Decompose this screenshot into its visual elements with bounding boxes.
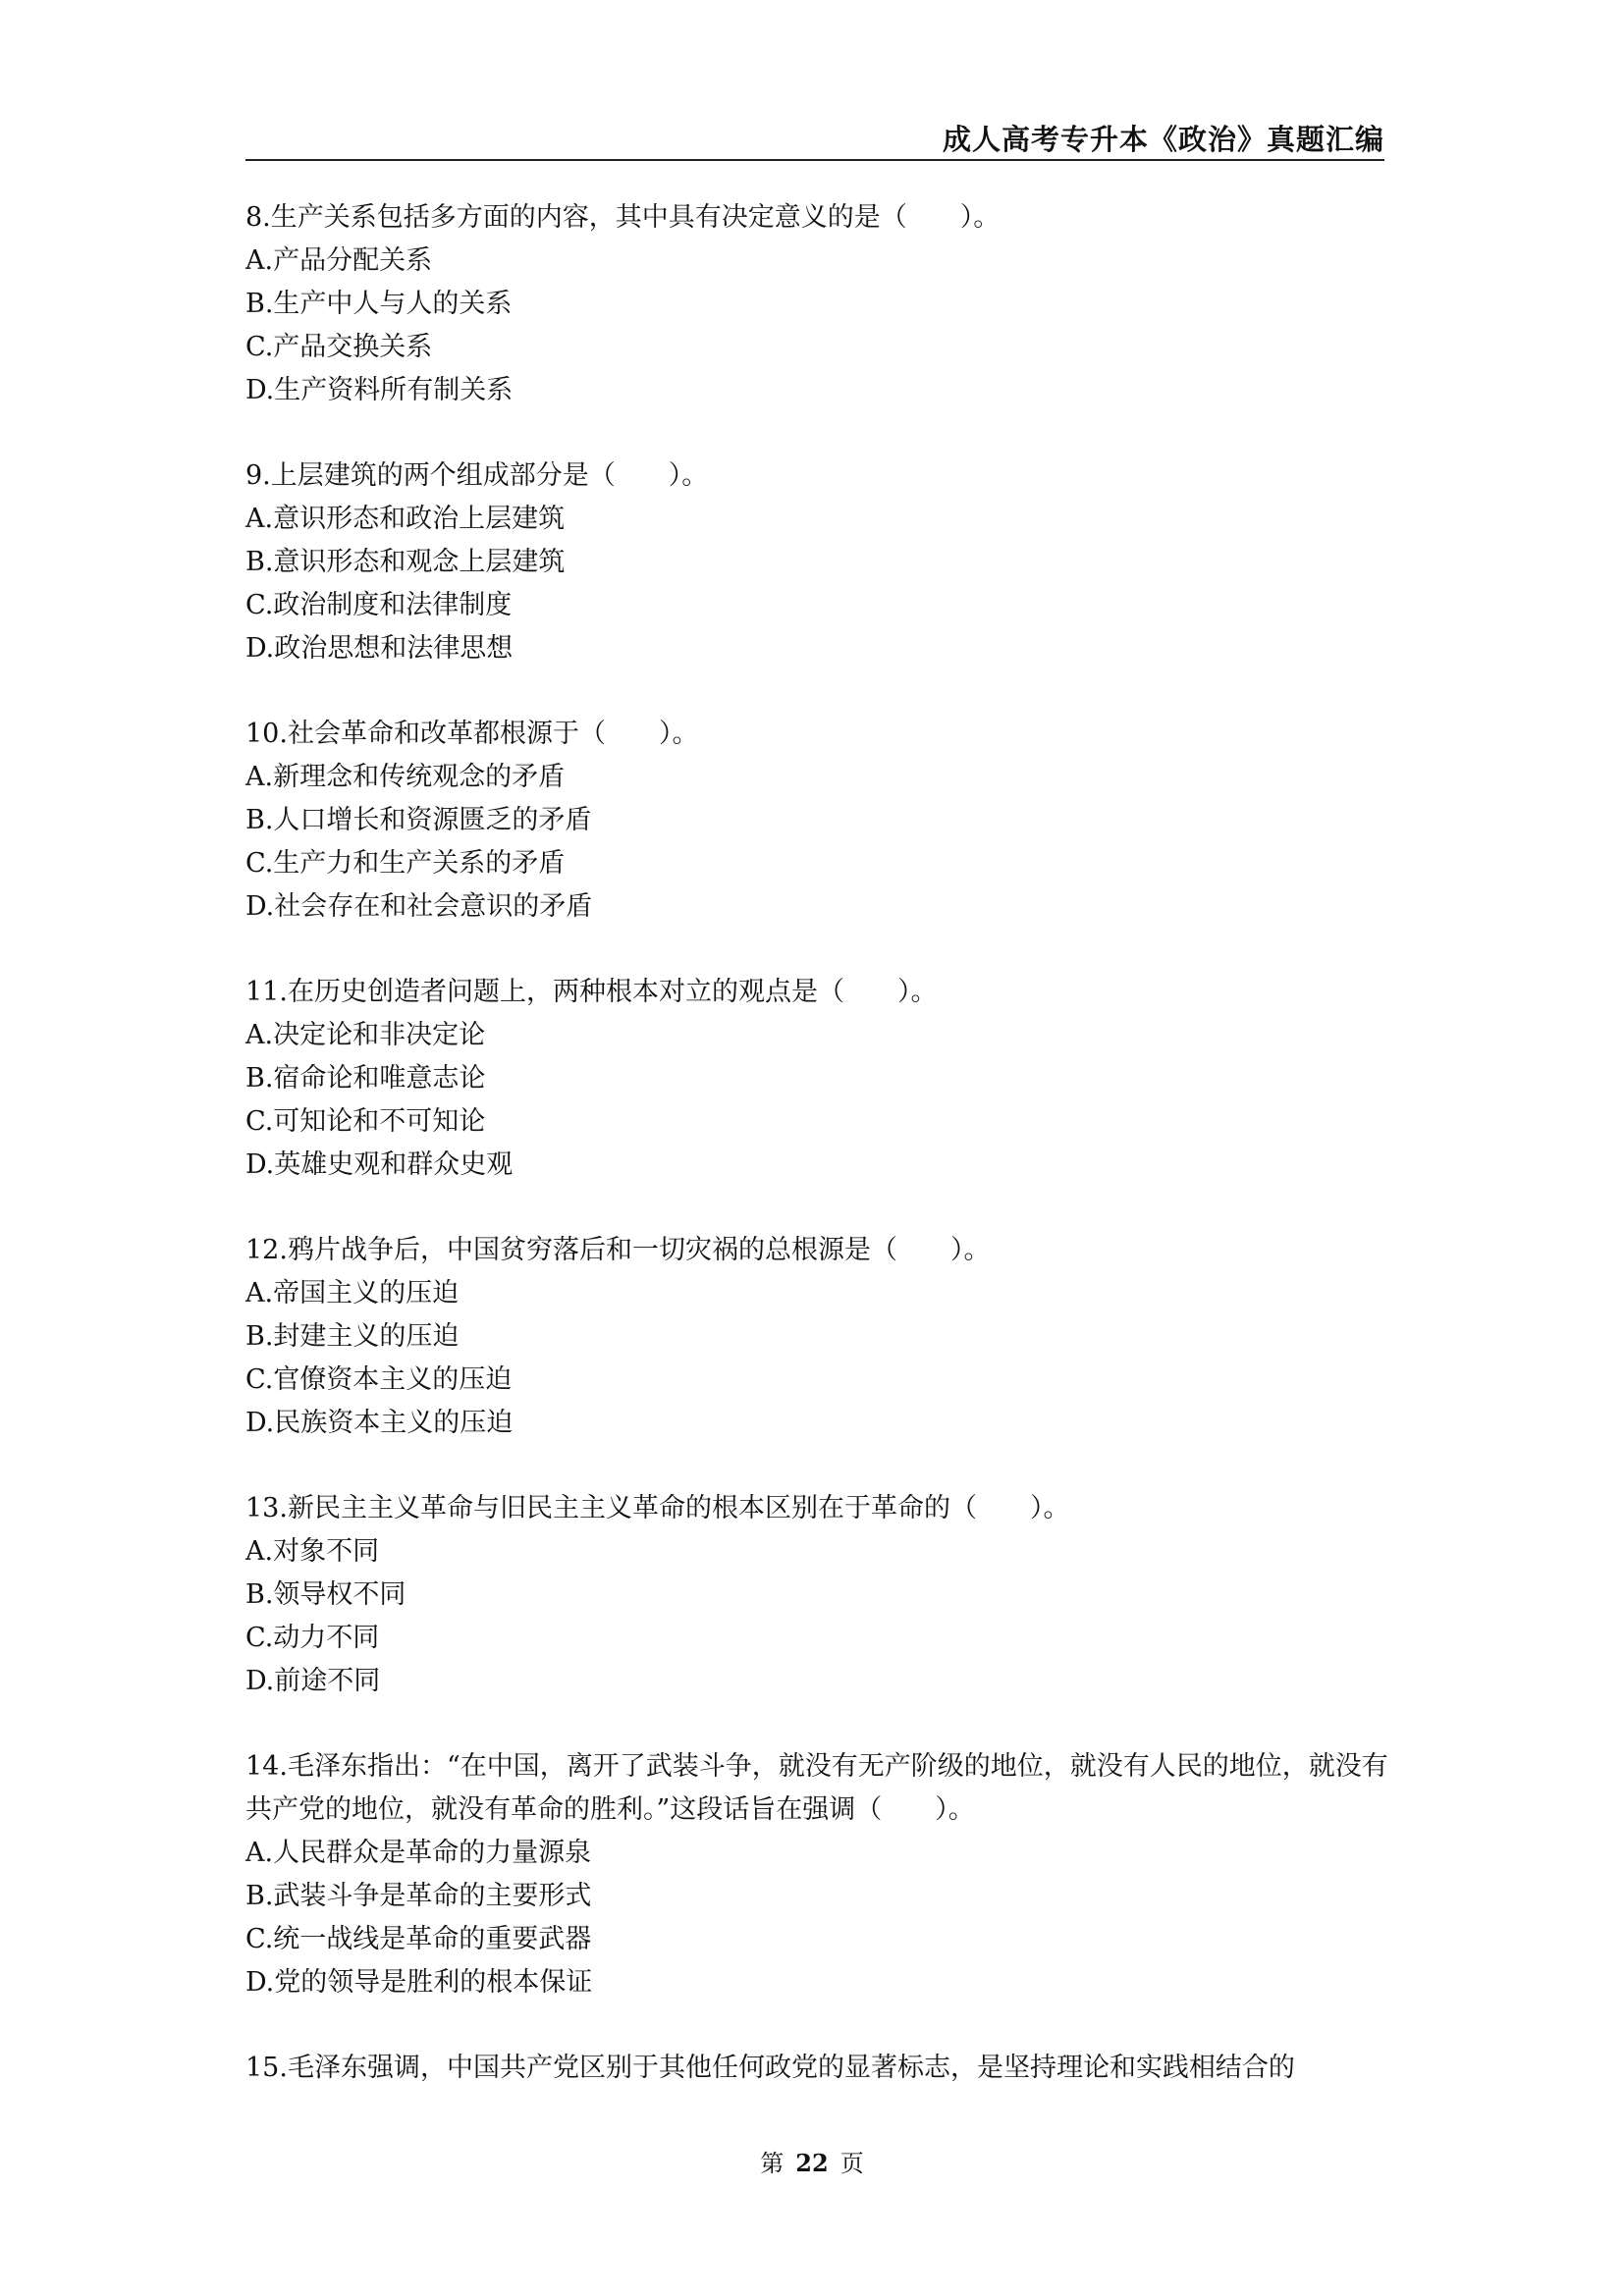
option-d: D.党的领导是胜利的根本保证 xyxy=(245,1967,593,1998)
page-suffix: 页 xyxy=(839,2150,864,2177)
option-b: B.武装斗争是革命的主要形式 xyxy=(245,1881,592,1911)
option-c: C.统一战线是革命的重要武器 xyxy=(245,1924,592,1954)
option-d: D.社会存在和社会意识的矛盾 xyxy=(245,891,593,922)
option-b: B.封建主义的压迫 xyxy=(245,1321,460,1352)
option-c: C.官僚资本主义的压迫 xyxy=(245,1364,513,1395)
question-11 xyxy=(245,971,1389,1187)
question-stem: 11.在历史创造者问题上，两种根本对立的观点是（ ）。 xyxy=(245,977,938,1007)
question-8 xyxy=(245,196,1389,412)
option-a: A.帝国主义的压迫 xyxy=(245,1278,460,1308)
question-14 xyxy=(245,1745,1389,2004)
option-d: D.英雄史观和群众史观 xyxy=(245,1149,514,1180)
question-list xyxy=(245,196,1389,2132)
option-b: B.领导权不同 xyxy=(245,1579,406,1610)
question-stem: 8.生产关系包括多方面的内容，其中具有决定意义的是（ ）。 xyxy=(245,202,1001,233)
option-a: A.新理念和传统观念的矛盾 xyxy=(245,762,566,792)
option-b: B.意识形态和观念上层建筑 xyxy=(245,547,566,577)
question-stem: 9.上层建筑的两个组成部分是（ ）。 xyxy=(245,460,709,491)
option-d: D.政治思想和法律思想 xyxy=(245,633,514,664)
question-10 xyxy=(245,713,1389,929)
option-a: A.决定论和非决定论 xyxy=(245,1020,486,1050)
question-stem: 10.社会革命和改革都根源于（ ）。 xyxy=(245,719,699,749)
question-15 xyxy=(245,2047,1389,2090)
option-b: B.生产中人与人的关系 xyxy=(245,289,513,319)
question-stem: 15.毛泽东强调，中国共产党区别于其他任何政党的显著标志，是坚持理论和实践相结合的 xyxy=(245,2053,1295,2083)
document-title: 成人高考专升本《政治》真题汇编 xyxy=(942,123,1384,156)
question-12 xyxy=(245,1229,1389,1445)
option-b: B.宿命论和唯意志论 xyxy=(245,1063,486,1094)
page-header xyxy=(245,116,1384,161)
question-13 xyxy=(245,1487,1389,1703)
question-9 xyxy=(245,454,1389,670)
option-a: A.对象不同 xyxy=(245,1536,380,1567)
option-b: B.人口增长和资源匮乏的矛盾 xyxy=(245,805,592,835)
option-c: C.动力不同 xyxy=(245,1623,380,1653)
question-stem: 12.鸦片战争后，中国贫穷落后和一切灾祸的总根源是（ ）。 xyxy=(245,1235,991,1265)
option-c: C.产品交换关系 xyxy=(245,332,433,362)
page-prefix: 第 xyxy=(760,2150,785,2177)
option-d: D.生产资料所有制关系 xyxy=(245,375,514,405)
question-stem: 14.毛泽东指出：“在中国，离开了武装斗争，就没有无产阶级的地位，就没有人民的地位，就没有共产党的地位，就没有革命的胜利。”这段话旨在强调（ ）。 xyxy=(245,1751,1388,1825)
question-stem: 13.新民主主义革命与旧民主主义革命的根本区别在于革命的（ ）。 xyxy=(245,1493,1070,1523)
page-footer xyxy=(0,2144,1624,2178)
page-number: 22 xyxy=(795,2149,829,2177)
option-d: D.民族资本主义的压迫 xyxy=(245,1408,514,1438)
option-a: A.人民群众是革命的力量源泉 xyxy=(245,1838,592,1868)
option-c: C.生产力和生产关系的矛盾 xyxy=(245,848,566,879)
option-d: D.前途不同 xyxy=(245,1666,381,1696)
option-a: A.意识形态和政治上层建筑 xyxy=(245,504,566,534)
option-a: A.产品分配关系 xyxy=(245,245,433,276)
option-c: C.政治制度和法律制度 xyxy=(245,590,513,620)
option-c: C.可知论和不可知论 xyxy=(245,1106,486,1137)
